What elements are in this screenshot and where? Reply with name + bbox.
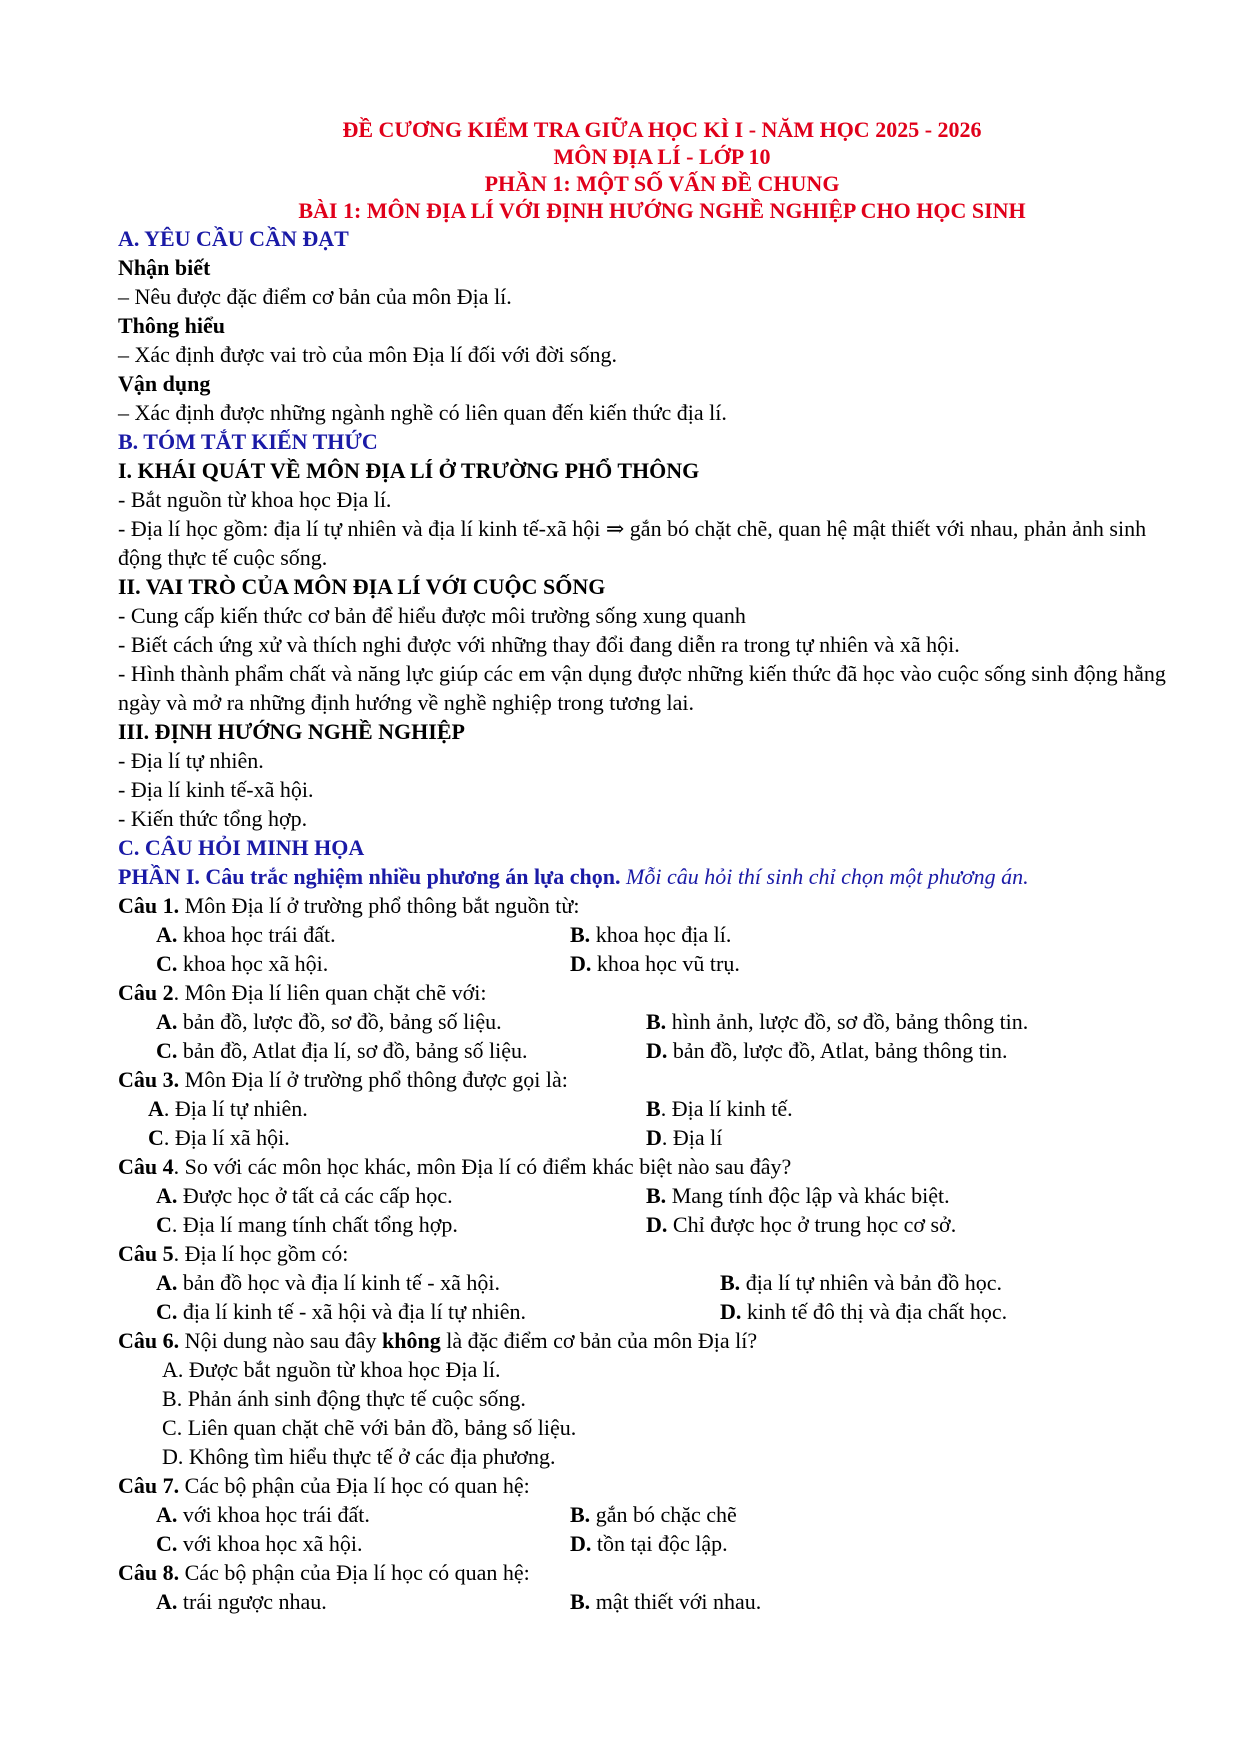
document-page xyxy=(118,116,1168,1616)
title-line-3: PHẦN 1: MỘT SỐ VẤN ĐỀ CHUNG xyxy=(484,171,840,196)
answer-a: A. Địa lí tự nhiên. xyxy=(148,1096,308,1121)
question-text: Các bộ phận của Địa lí học có quan hệ: xyxy=(179,1473,530,1498)
section-a-heading: A. YÊU CẦU CẦN ĐẠT xyxy=(118,226,349,251)
part-1-label: PHẦN I. Câu trắc nghiệm nhiều phương án lựa chọn. xyxy=(118,864,621,889)
answer-d: D. tồn tại độc lập. xyxy=(570,1531,728,1556)
section-b-heading-3: III. ĐỊNH HƯỚNG NGHỀ NGHIỆP xyxy=(118,719,465,744)
van-dung-label: Vận dụng xyxy=(118,371,211,396)
answer-b: B. Phản ánh sinh động thực tế cuộc sống. xyxy=(162,1386,526,1411)
answer-row xyxy=(118,1587,1168,1616)
answer-d: D. Chỉ được học ở trung học cơ sở. xyxy=(646,1212,957,1237)
answer-d: D. kinh tế đô thị và địa chất học. xyxy=(720,1299,1008,1324)
answer-row xyxy=(118,949,1168,978)
question-6: Câu 6. Nội dung nào sau đây không là đặc điểm cơ bản của môn Địa lí? xyxy=(118,1328,758,1353)
section-b-1-line-2: - Địa lí học gồm: địa lí tự nhiên và địa lí kinh tế-xã hội ⇒ gắn bó chặt chẽ, quan hệ mật thiết với nhau, phản ảnh sinh động thực tế cuộc sống. xyxy=(118,516,1147,570)
question-label: Câu 5 xyxy=(118,1241,174,1266)
part-1-heading xyxy=(118,862,1168,891)
thong-hieu-text: – Xác định được vai trò của môn Địa lí đối với đời sống. xyxy=(118,342,617,367)
answer-c: C. Liên quan chặt chẽ với bản đồ, bảng số liệu. xyxy=(162,1415,577,1440)
answer-row xyxy=(118,1297,1168,1326)
answer-c: C. Địa lí xã hội. xyxy=(148,1125,290,1150)
title-line-2: MÔN ĐỊA LÍ - LỚP 10 xyxy=(553,144,771,169)
question-text: Các bộ phận của Địa lí học có quan hệ: xyxy=(179,1560,530,1585)
answer-row xyxy=(118,1210,1168,1239)
section-c-heading: C. CÂU HỎI MINH HỌA xyxy=(118,835,365,860)
question-text: Môn Địa lí ở trường phổ thông bắt nguồn từ: xyxy=(179,893,580,918)
answer-b: B. mật thiết với nhau. xyxy=(570,1589,762,1614)
section-b-3-line-2: - Địa lí kinh tế-xã hội. xyxy=(118,777,314,802)
question-1 xyxy=(118,891,1168,920)
answer-d: D. Địa lí xyxy=(646,1125,723,1150)
title-line-1: ĐỀ CƯƠNG KIỂM TRA GIỮA HỌC KÌ I - NĂM HỌC 2025 - 2026 xyxy=(342,117,982,142)
section-b-heading: B. TÓM TẮT KIẾN THỨC xyxy=(118,429,378,454)
question-label: Câu 6. xyxy=(118,1328,180,1353)
question-label: Câu 7. xyxy=(118,1473,180,1498)
part-1-note: Mỗi câu hỏi thí sinh chỉ chọn một phương án. xyxy=(626,864,1029,889)
answer-a: A. với khoa học trái đất. xyxy=(156,1502,370,1527)
answer-b: B. hình ảnh, lược đồ, sơ đồ, bảng thông tin. xyxy=(646,1009,1029,1034)
title-line-4: BÀI 1: MÔN ĐỊA LÍ VỚI ĐỊNH HƯỚNG NGHỀ NGHIỆP CHO HỌC SINH xyxy=(298,198,1026,223)
question-text: . So với các môn học khác, môn Địa lí có điểm khác biệt nào sau đây? xyxy=(173,1154,792,1179)
section-b-heading-2: II. VAI TRÒ CỦA MÔN ĐỊA LÍ VỚI CUỘC SỐNG xyxy=(118,574,606,599)
answer-row xyxy=(118,1268,1168,1297)
doc-title xyxy=(156,116,1168,224)
answer-c: C. khoa học xã hội. xyxy=(156,951,329,976)
answer-c: C. địa lí kinh tế - xã hội và địa lí tự nhiên. xyxy=(156,1299,526,1324)
section-b-2-line-2: - Biết cách ứng xử và thích nghi được với những thay đổi đang diễn ra trong tự nhiên và xã hội. xyxy=(118,632,960,657)
answer-row xyxy=(118,1036,1168,1065)
question-label: Câu 2 xyxy=(118,980,174,1005)
answer-row xyxy=(118,1500,1168,1529)
question-label: Câu 8. xyxy=(118,1560,180,1585)
question-label: Câu 3. xyxy=(118,1067,180,1092)
question-label: Câu 1. xyxy=(118,893,180,918)
answer-row xyxy=(118,920,1168,949)
nhan-biet-label: Nhận biết xyxy=(118,255,211,280)
answer-b: B. Địa lí kinh tế. xyxy=(646,1096,793,1121)
question-text: . Môn Địa lí liên quan chặt chẽ với: xyxy=(173,980,487,1005)
section-b-3-line-1: - Địa lí tự nhiên. xyxy=(118,748,264,773)
question-4 xyxy=(118,1152,1168,1181)
question-7 xyxy=(118,1471,1168,1500)
section-b-3-line-3: - Kiến thức tổng hợp. xyxy=(118,806,308,831)
answer-a: A. Được học ở tất cả các cấp học. xyxy=(156,1183,453,1208)
answer-row xyxy=(118,1181,1168,1210)
answer-b: B. gắn bó chặc chẽ xyxy=(570,1502,737,1527)
question-label: Câu 4 xyxy=(118,1154,174,1179)
section-b-heading-1: I. KHÁI QUÁT VỀ MÔN ĐỊA LÍ Ở TRƯỜNG PHỔ THÔNG xyxy=(118,458,700,483)
nhan-biet-text: – Nêu được đặc điểm cơ bản của môn Địa lí. xyxy=(118,284,512,309)
thong-hieu-label: Thông hiểu xyxy=(118,313,225,338)
answer-c: C. Địa lí mang tính chất tổng hợp. xyxy=(156,1212,458,1237)
answer-d: D. Không tìm hiểu thực tế ở các địa phương. xyxy=(162,1444,556,1469)
answer-a: A. bản đồ học và địa lí kinh tế - xã hội. xyxy=(156,1270,500,1295)
answer-d: D. khoa học vũ trụ. xyxy=(570,951,740,976)
question-5 xyxy=(118,1239,1168,1268)
answer-a: A. khoa học trái đất. xyxy=(156,922,336,947)
answer-row xyxy=(118,1007,1168,1036)
question-text: Môn Địa lí ở trường phổ thông được gọi là: xyxy=(179,1067,568,1092)
question-text: . Địa lí học gồm có: xyxy=(173,1241,349,1266)
answer-b: B. Mang tính độc lập và khác biệt. xyxy=(646,1183,950,1208)
section-b-2-line-1: - Cung cấp kiến thức cơ bản để hiểu được môi trường sống xung quanh xyxy=(118,603,746,628)
answer-row xyxy=(118,1123,1168,1152)
answer-a: A. bản đồ, lược đồ, sơ đồ, bảng số liệu. xyxy=(156,1009,502,1034)
question-8 xyxy=(118,1558,1168,1587)
answer-c: C. bản đồ, Atlat địa lí, sơ đồ, bảng số liệu. xyxy=(156,1038,528,1063)
section-b-2-line-3: - Hình thành phẩm chất và năng lực giúp các em vận dụng được những kiến thức đã học vào cuộc sống sinh động hằng ngày và mở ra những định hướng về nghề nghiệp trong tương lai. xyxy=(118,661,1166,715)
answer-a: A. trái ngược nhau. xyxy=(156,1589,327,1614)
answer-row xyxy=(118,1094,1168,1123)
answer-c: C. với khoa học xã hội. xyxy=(156,1531,363,1556)
question-3 xyxy=(118,1065,1168,1094)
answer-b: B. khoa học địa lí. xyxy=(570,922,732,947)
question-2 xyxy=(118,978,1168,1007)
answer-row xyxy=(118,1529,1168,1558)
van-dung-text: – Xác định được những ngành nghề có liên quan đến kiến thức địa lí. xyxy=(118,400,727,425)
answer-d: D. bản đồ, lược đồ, Atlat, bảng thông tin. xyxy=(646,1038,1008,1063)
answer-b: B. địa lí tự nhiên và bản đồ học. xyxy=(720,1270,1002,1295)
answer-a: A. Được bắt nguồn từ khoa học Địa lí. xyxy=(162,1357,501,1382)
section-b-1-line-1: - Bắt nguồn từ khoa học Địa lí. xyxy=(118,487,392,512)
